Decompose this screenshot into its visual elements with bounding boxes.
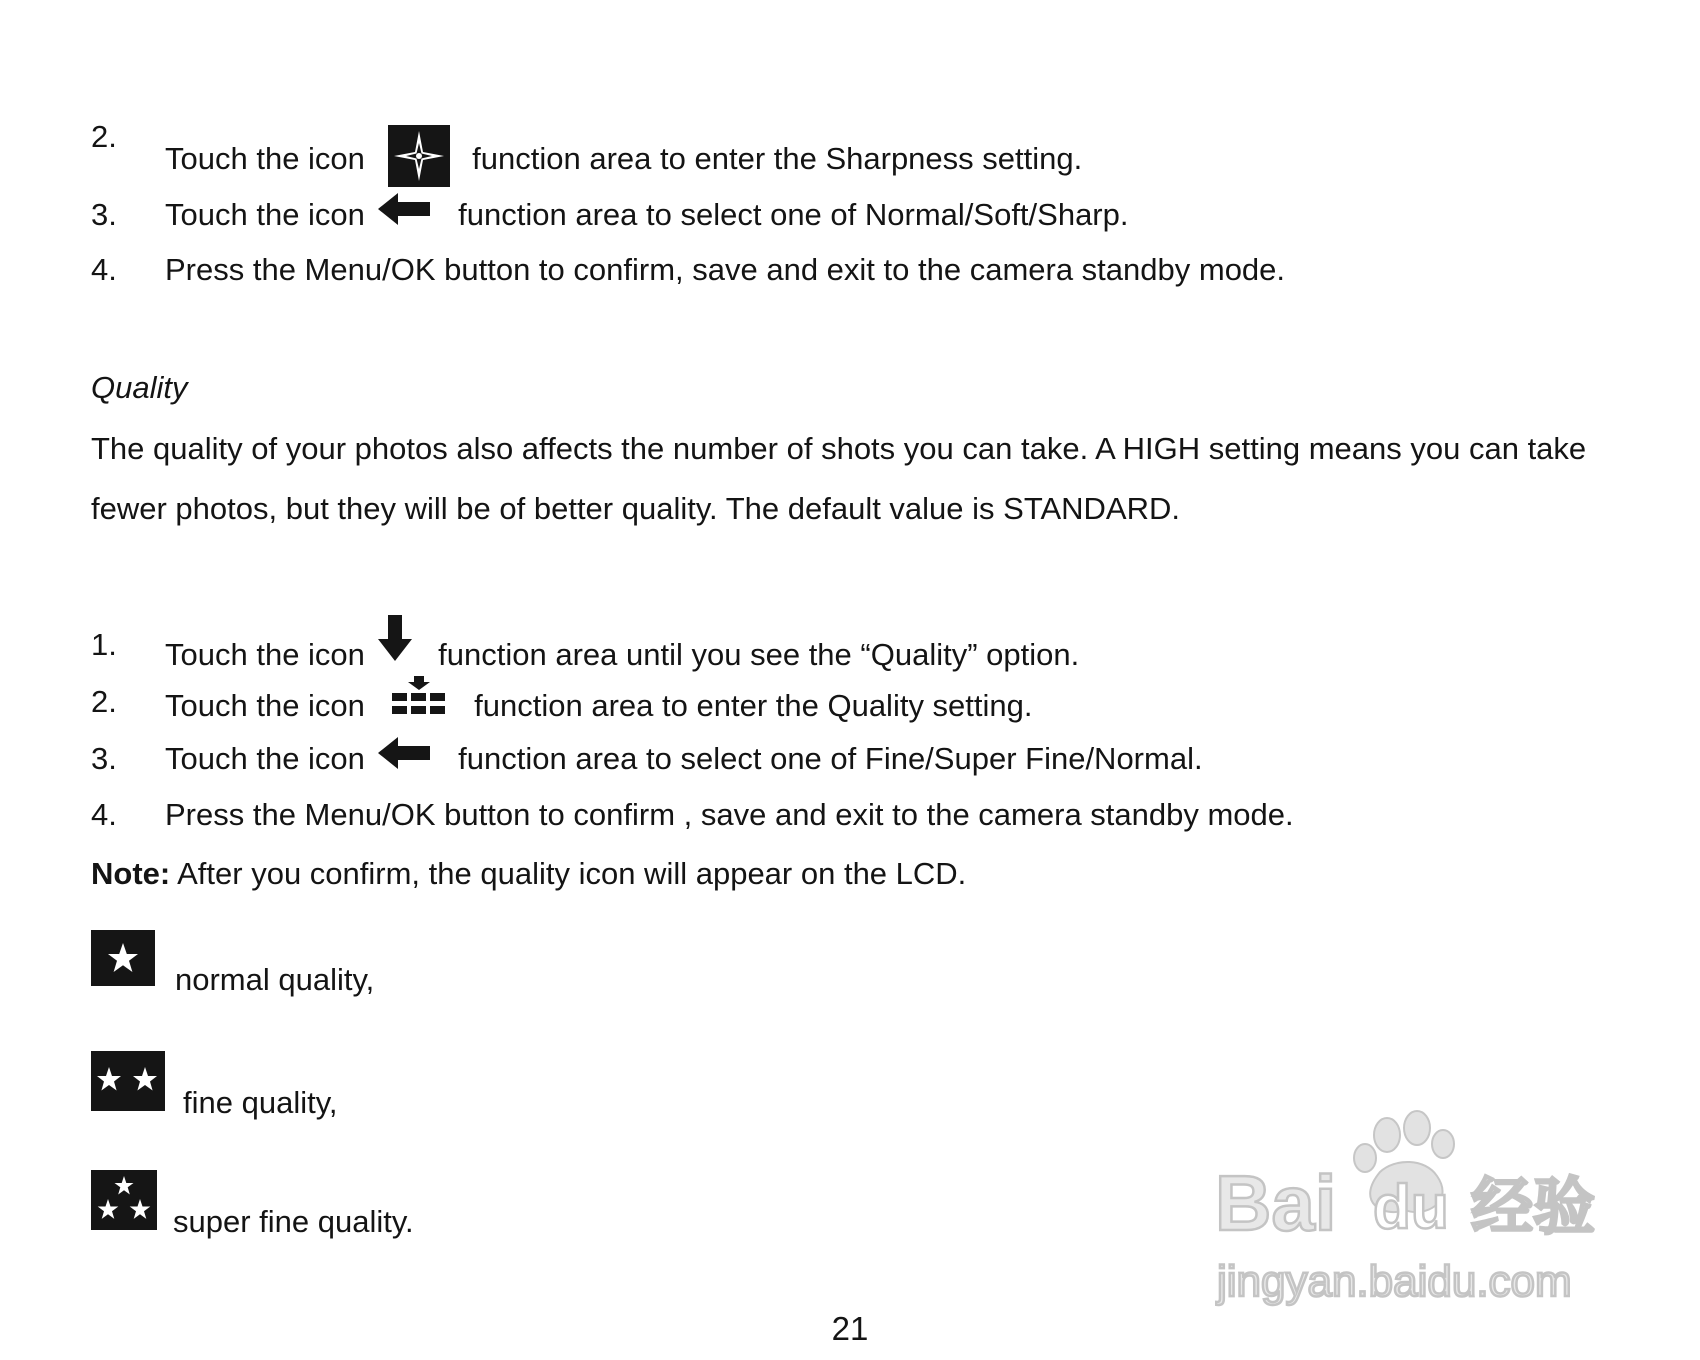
quality-level-label: normal quality, [175, 962, 375, 997]
svg-text:Bai: Bai [1215, 1159, 1337, 1247]
step-text-before: Touch the icon [165, 741, 365, 776]
step-number: 2. [91, 119, 117, 154]
step-text: Press the Menu/OK button to confirm, save and exit to the camera standby mode. [165, 252, 1286, 287]
step-text-before: Touch the icon [165, 688, 365, 723]
step-text-after: function area to enter the Sharpness setting. [472, 141, 1083, 176]
step-text-before: Touch the icon [165, 637, 365, 672]
down-arrow-icon [376, 613, 414, 663]
step-number: 3. [91, 741, 117, 776]
grid-enter-icon [390, 676, 448, 720]
quality-level-label: super fine quality. [173, 1204, 414, 1239]
step-number: 1. [91, 627, 117, 662]
svg-text:jingyan.baidu.com: jingyan.baidu.com [1217, 1257, 1572, 1306]
step-text-before: Touch the icon [165, 197, 365, 232]
step-text-after: function area to enter the Quality setting. [474, 688, 1033, 723]
section-heading-quality: Quality [91, 370, 188, 405]
quality-paragraph-line-1: The quality of your photos also affects the number of shots you can take. A HIGH setting means you can take [91, 431, 1587, 466]
svg-text:du: du [1373, 1173, 1449, 1242]
svg-text:经验: 经验 [1471, 1173, 1596, 1242]
left-arrow-icon [376, 733, 432, 773]
note-label: Note: [91, 856, 171, 891]
step-text-after: function area to select one of Normal/Soft/Sharp. [458, 197, 1129, 232]
step-number: 4. [91, 797, 117, 832]
three-star-icon [91, 1170, 157, 1230]
one-star-icon [91, 930, 155, 986]
step-text-after: function area until you see the “Quality” option. [438, 637, 1080, 672]
sharpness-star-icon [388, 125, 450, 187]
page-number: 21 [831, 1310, 869, 1347]
step-text-before: Touch the icon [165, 141, 365, 176]
step-number: 2. [91, 684, 117, 719]
quality-level-label: fine quality, [183, 1085, 338, 1120]
step-text-after: function area to select one of Fine/Super Fine/Normal. [458, 741, 1203, 776]
step-number: 3. [91, 197, 117, 232]
two-star-icon [91, 1051, 165, 1111]
left-arrow-icon [376, 189, 432, 229]
note [91, 856, 966, 892]
step-number: 4. [91, 252, 117, 287]
step-text: Press the Menu/OK button to confirm , save and exit to the camera standby mode. [165, 797, 1294, 832]
quality-paragraph-line-2: fewer photos, but they will be of better quality. The default value is STANDARD. [91, 491, 1180, 526]
note-text: After you confirm, the quality icon will appear on the LCD. [170, 856, 967, 891]
baidu-watermark-logo [1215, 1110, 1615, 1310]
